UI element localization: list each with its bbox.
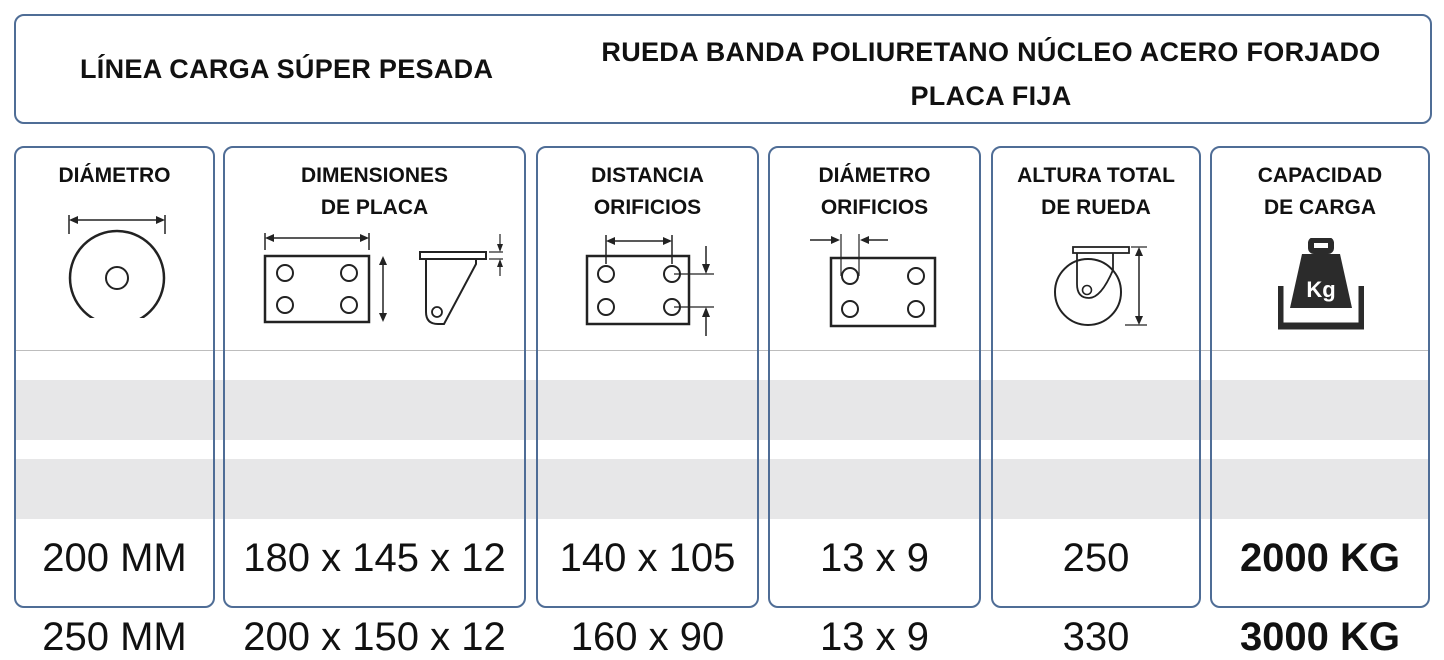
- wheel-diameter-icon: [62, 208, 172, 318]
- value-row-2: 330: [1062, 615, 1130, 659]
- value-row-1: 200 MM: [42, 536, 187, 580]
- value-row-1: 180 x 145 x 12: [243, 536, 506, 580]
- column-capacidad-carga: [1210, 146, 1430, 659]
- column-title: DIÁMETRO ORIFICIOS: [818, 164, 931, 219]
- hole-distance-icon: [578, 232, 728, 342]
- value-row-2: 200 x 150 x 12: [243, 615, 506, 659]
- line-title: LÍNEA CARGA SÚPER PESADA: [80, 54, 494, 84]
- column-diametro: [14, 146, 215, 659]
- column-dimensiones-placa: [223, 146, 526, 659]
- hole-diameter-icon: [806, 232, 946, 332]
- kg-label: Kg: [1306, 277, 1336, 302]
- caster-height-icon: [1047, 240, 1157, 340]
- column-title: DIMENSIONES DE PLACA: [300, 164, 449, 219]
- value-row-1: 140 x 105: [559, 536, 736, 580]
- header-box: [14, 14, 1432, 124]
- value-row-1: 2000 KG: [1239, 536, 1401, 580]
- column-title: DIÁMETRO: [58, 164, 171, 187]
- value-row-1: 250: [1062, 536, 1130, 580]
- value-row-2: 160 x 90: [570, 615, 725, 659]
- column-altura-total: [991, 146, 1201, 659]
- product-title-line2: PLACA FIJA: [910, 81, 1072, 111]
- column-title: CAPACIDAD DE CARGA: [1257, 164, 1383, 219]
- product-title-line1: RUEDA BANDA POLIURETANO NÚCLEO ACERO FORJADO: [601, 37, 1381, 67]
- plate-dimensions-icon: [255, 228, 515, 333]
- weight-kg-icon: [1278, 238, 1364, 332]
- value-row-2: 3000 KG: [1239, 615, 1401, 659]
- column-title: DISTANCIA ORIFICIOS: [591, 164, 704, 219]
- product-title: [576, 30, 1406, 118]
- column-diametro-orificios: [768, 146, 981, 659]
- column-distancia-orificios: [536, 146, 759, 659]
- column-title: ALTURA TOTAL DE RUEDA: [1017, 164, 1175, 219]
- value-row-2: 250 MM: [42, 615, 187, 659]
- value-row-1: 13 x 9: [820, 536, 929, 580]
- value-row-2: 13 x 9: [820, 615, 929, 659]
